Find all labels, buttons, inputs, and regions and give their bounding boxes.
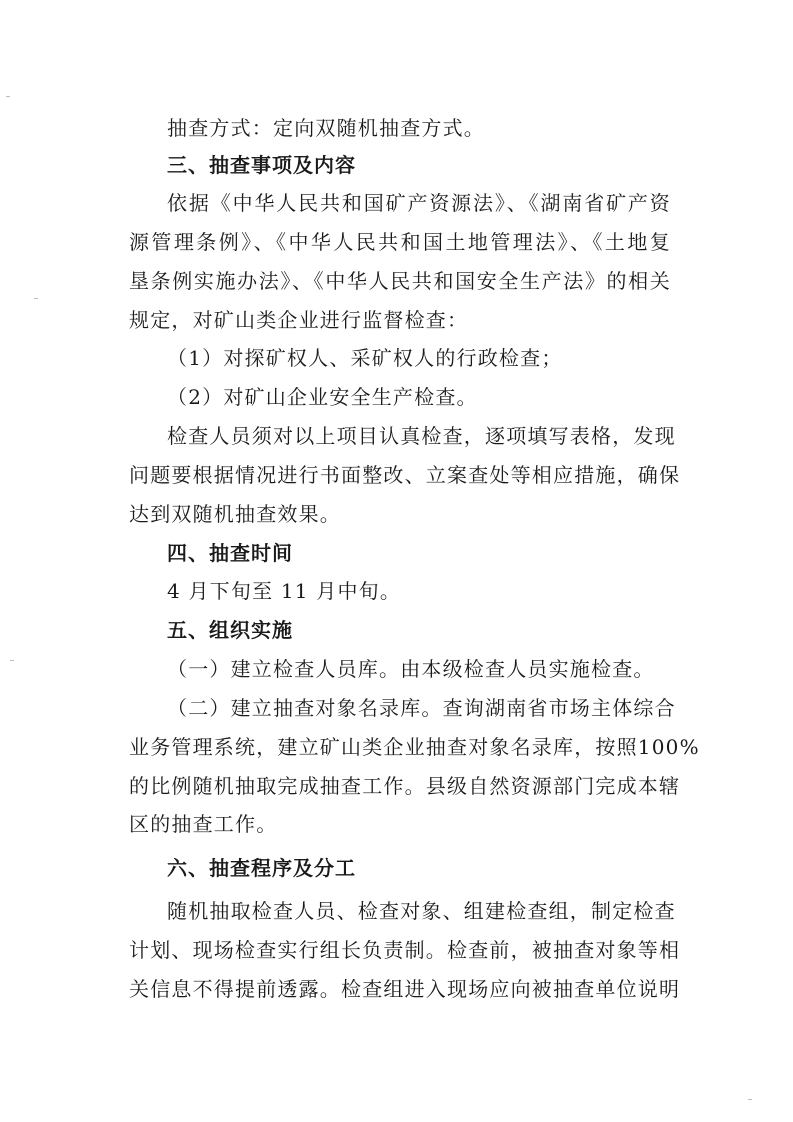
organization-item-2-line: 的比例随机抽取完成抽查工作。县级自然资源部门完成本辖 — [129, 774, 681, 798]
scan-speck — [748, 1099, 752, 1100]
requirements-paragraph-line: 检查人员须对以上项目认真检查，逐项填写表格，发现 — [167, 424, 676, 448]
section-3-paragraph-line: 规定，对矿山类企业进行监督检查： — [129, 308, 469, 332]
procedure-paragraph-line: 计划、现场检查实行组长负责制。检查前，被抽查对象等相 — [129, 938, 681, 962]
section-5-heading: 五、组织实施 — [167, 618, 293, 642]
section-6-heading: 六、抽查程序及分工 — [167, 856, 356, 880]
procedure-paragraph-line: 关信息不得提前透露。检查组进入现场应向被抽查单位说明 — [129, 977, 681, 1001]
organization-item-2-line: （二）建立抽查对象名录库。查询湖南省市场主体综合 — [167, 696, 676, 720]
inspection-item-2: （2）对矿山企业安全生产检查。 — [167, 385, 478, 409]
requirements-paragraph-line: 达到双随机抽查效果。 — [129, 502, 341, 526]
requirements-paragraph-line: 问题要根据情况进行书面整改、立案查处等相应措施，确保 — [129, 463, 681, 487]
inspection-item-1: （1）对探矿权人、采矿权人的行政检查； — [167, 346, 563, 370]
inspection-method-line: 抽查方式：定向双随机抽查方式。 — [167, 116, 485, 140]
organization-item-2-line: 区的抽查工作。 — [129, 812, 278, 836]
section-3-paragraph-line: 依据《中华人民共和国矿产资源法》、《湖南省矿产资 — [167, 191, 671, 215]
section-3-paragraph-line: 源管理条例》、《中华人民共和国土地管理法》、《土地复 — [129, 230, 671, 254]
scan-speck — [10, 660, 14, 661]
inspection-period-line: 4 月下旬至 11 月中旬。 — [167, 579, 402, 603]
section-4-heading: 四、抽查时间 — [167, 541, 293, 565]
scan-speck — [6, 96, 10, 97]
scan-speck — [34, 298, 38, 299]
organization-item-1: （一）建立检查人员库。由本级检查人员实施检查。 — [167, 657, 655, 681]
procedure-paragraph-line: 随机抽取检查人员、检查对象、组建检查组，制定检查 — [167, 899, 676, 923]
organization-item-2-line: 业务管理系统，建立矿山类企业抽查对象名录库，按照100% — [129, 735, 700, 759]
section-3-heading: 三、抽查事项及内容 — [167, 153, 356, 177]
section-3-paragraph-line: 垦条例实施办法》、《中华人民共和国安全生产法》的相关 — [129, 269, 671, 293]
